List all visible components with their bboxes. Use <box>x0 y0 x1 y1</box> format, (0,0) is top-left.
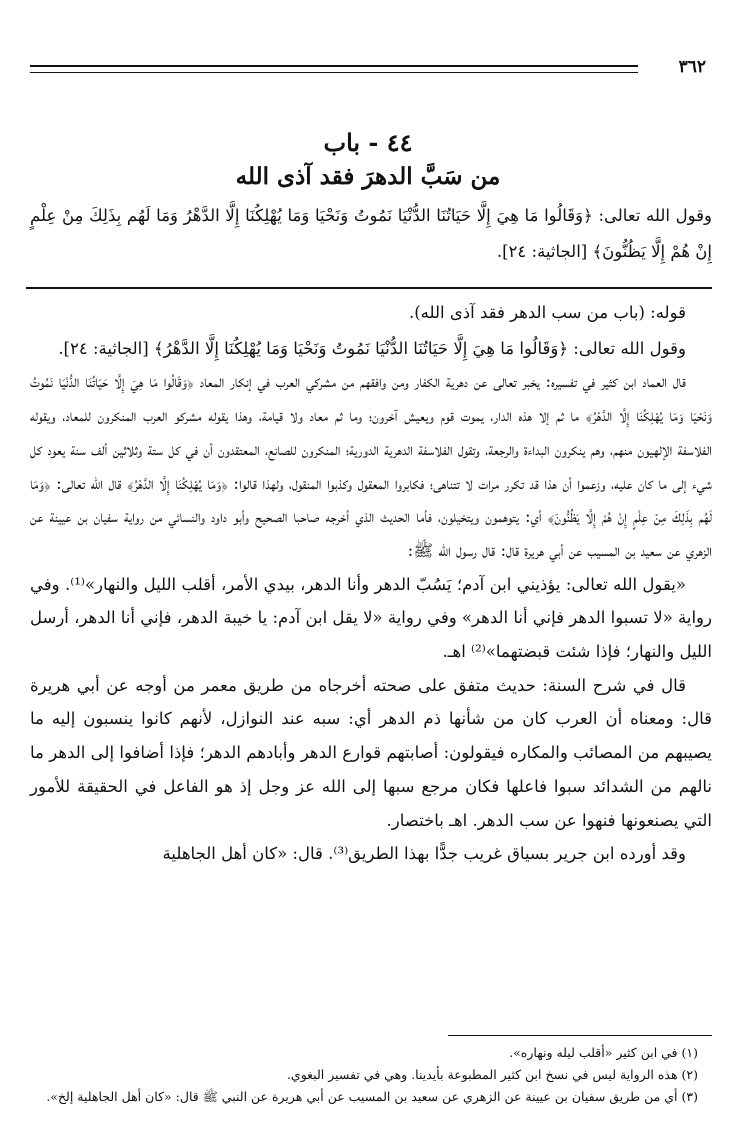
commentary-paragraph: وقول الله تعالى: ﴿وَقَالُوا مَا هِيَ إِلَّا حَيَاتُنَا الدُّنْيَا نَمُوتُ وَنَحْيَا وَمَا يُهْلِكُنَا إِلَّا الدَّهْرُ﴾ [الجاثية: ٢٤]. <box>58 338 686 358</box>
page-header <box>30 56 706 80</box>
commentary <box>30 296 712 871</box>
commentary-paragraph: وقد أورده ابن جرير بسياق غريب جدًّا بهذا الطريق⁽³⁾. قال: «كان أهل الجاهلية <box>162 844 686 864</box>
commentary-paragraph: «يقول الله تعالى: يؤذيني ابن آدم؛ يَسُبّ الدهر وأنا الدهر، بيدي الأمر، أقلب الليل والنهار»⁽¹⁾. وفي رواية «لا تسبوا الدهر فإني أنا الدهر» وفي رواية «لا يقل ابن آدم: يا خيبة الدهر، فإني أنا الدهر، أرسل الليل والنهار؛ فإذا شئت قبضتهما»⁽²⁾ اهـ. <box>30 574 712 662</box>
header-rule <box>30 65 638 73</box>
footnote-rule <box>448 1035 712 1036</box>
commentary-paragraph: قال العماد ابن كثير في تفسيره: يخبر تعالى عن دهرية الكفار ومن وافقهم من مشركي العرب في إنكار المعاد ﴿وَقَالُوا مَا هِيَ إِلَّا حَيَاتُنَا الدُّنْيَا نَمُوتُ وَنَحْيَا وَمَا يُهْلِكُنَا إِلَّا الدَّهْرُ﴾ ما ثم إلا هذه الدار، يموت قوم ويعيش آخرون؛ وما ثم معاد ولا قيامة، وهذا يقوله مشركو العرب المنكرون للمعاد، ويقوله الفلاسفة الإلهيون منهم، وهم ينكرون البداءة والرجعة، وتقول الفلاسفة الدهرية الدورية؛ المنكرون للصانع، المعتقدون أن في كل ستة وثلاثين ألف سنة يعود كل شيء إلى ما كان عليه، وزعموا أن هذا قد تكرر مرات لا تتناهى؛ فكابروا المعقول وكذبوا المنقول، ولهذا قالوا: ﴿وَمَا يُهْلِكُنَا إِلَّا الدَّهْرُ﴾ قال الله تعالى: ﴿وَمَا لَهُم بِذَلِكَ مِنْ عِلْمٍ إِنْ هُمْ إِلَّا يَظُنُّونَ﴾ أي: يتوهمون ويتخيلون، فأما الحديث الذي أخرجه صاحبا الصحيح وأبو داود والنسائي من رواية سفيان بن عيينة عن الزهري عن سعيد بن المسيب عن أبي هريرة قال: قال رسول الله ﷺ: <box>30 372 712 560</box>
chapter-number: ٤٤ - باب <box>323 128 413 157</box>
footnote: (٢) هذه الرواية ليس في نسخ ابن كثير المطبوعة بأيدينا. وهي في تفسير البغوي. <box>286 1067 698 1082</box>
footnotes <box>30 1042 712 1108</box>
page-number: ٣٦٢ <box>678 57 706 77</box>
chapter-title: من سَبَّ الدهرَ فقد آذى الله <box>235 163 501 190</box>
footnote: (١) في ابن كثير «أقلب ليله ونهاره». <box>509 1045 698 1060</box>
commentary-paragraph: قال في شرح السنة: حديث متفق على صحته أخرجاه من طريق معمر من أوجه عن أبي هريرة قال: ومعناه أن العرب كان من شأنها ذم الدهر أي: سبه عند النوازل، لأنهم كانوا ينسبون إليه ما يصيبهم من المصائب والمكاره فيقولون: أصابتهم قوارع الدهر وأبادهم الدهر؛ فإذا أضافوا إلى الدهر ما نالهم من الشدائد سبوا فاعلها فكان مرجع سبها إلى الله عز وجل إذ هو الفاعل في الحقيقة للأمور التي يصنعونها فنهوا عن سب الدهر. اهـ باختصار. <box>30 675 712 830</box>
section-divider <box>26 287 712 289</box>
commentary-paragraph: قوله: (باب من سب الدهر فقد آذى الله). <box>409 303 686 322</box>
footnote: (٣) أي من طريق سفيان بن عيينة عن الزهري عن سعيد بن المسيب عن أبي هريرة عن النبي ﷺ قال: «كان أهل الجاهلية إلخ». <box>46 1089 698 1104</box>
chapter-text: وقول الله تعالى: ﴿وَقَالُوا مَا هِيَ إِلَّا حَيَاتُنَا الدُّنْيَا نَمُوتُ وَنَحْيَا وَمَا يُهْلِكُنَا إِلَّا الدَّهْرُ وَمَا لَهُم بِذَلِكَ مِنْ عِلْمٍ إِنْ هُمْ إِلَّا يَظُنُّونَ﴾ [الجاثية: ٢٤]. <box>30 206 712 261</box>
